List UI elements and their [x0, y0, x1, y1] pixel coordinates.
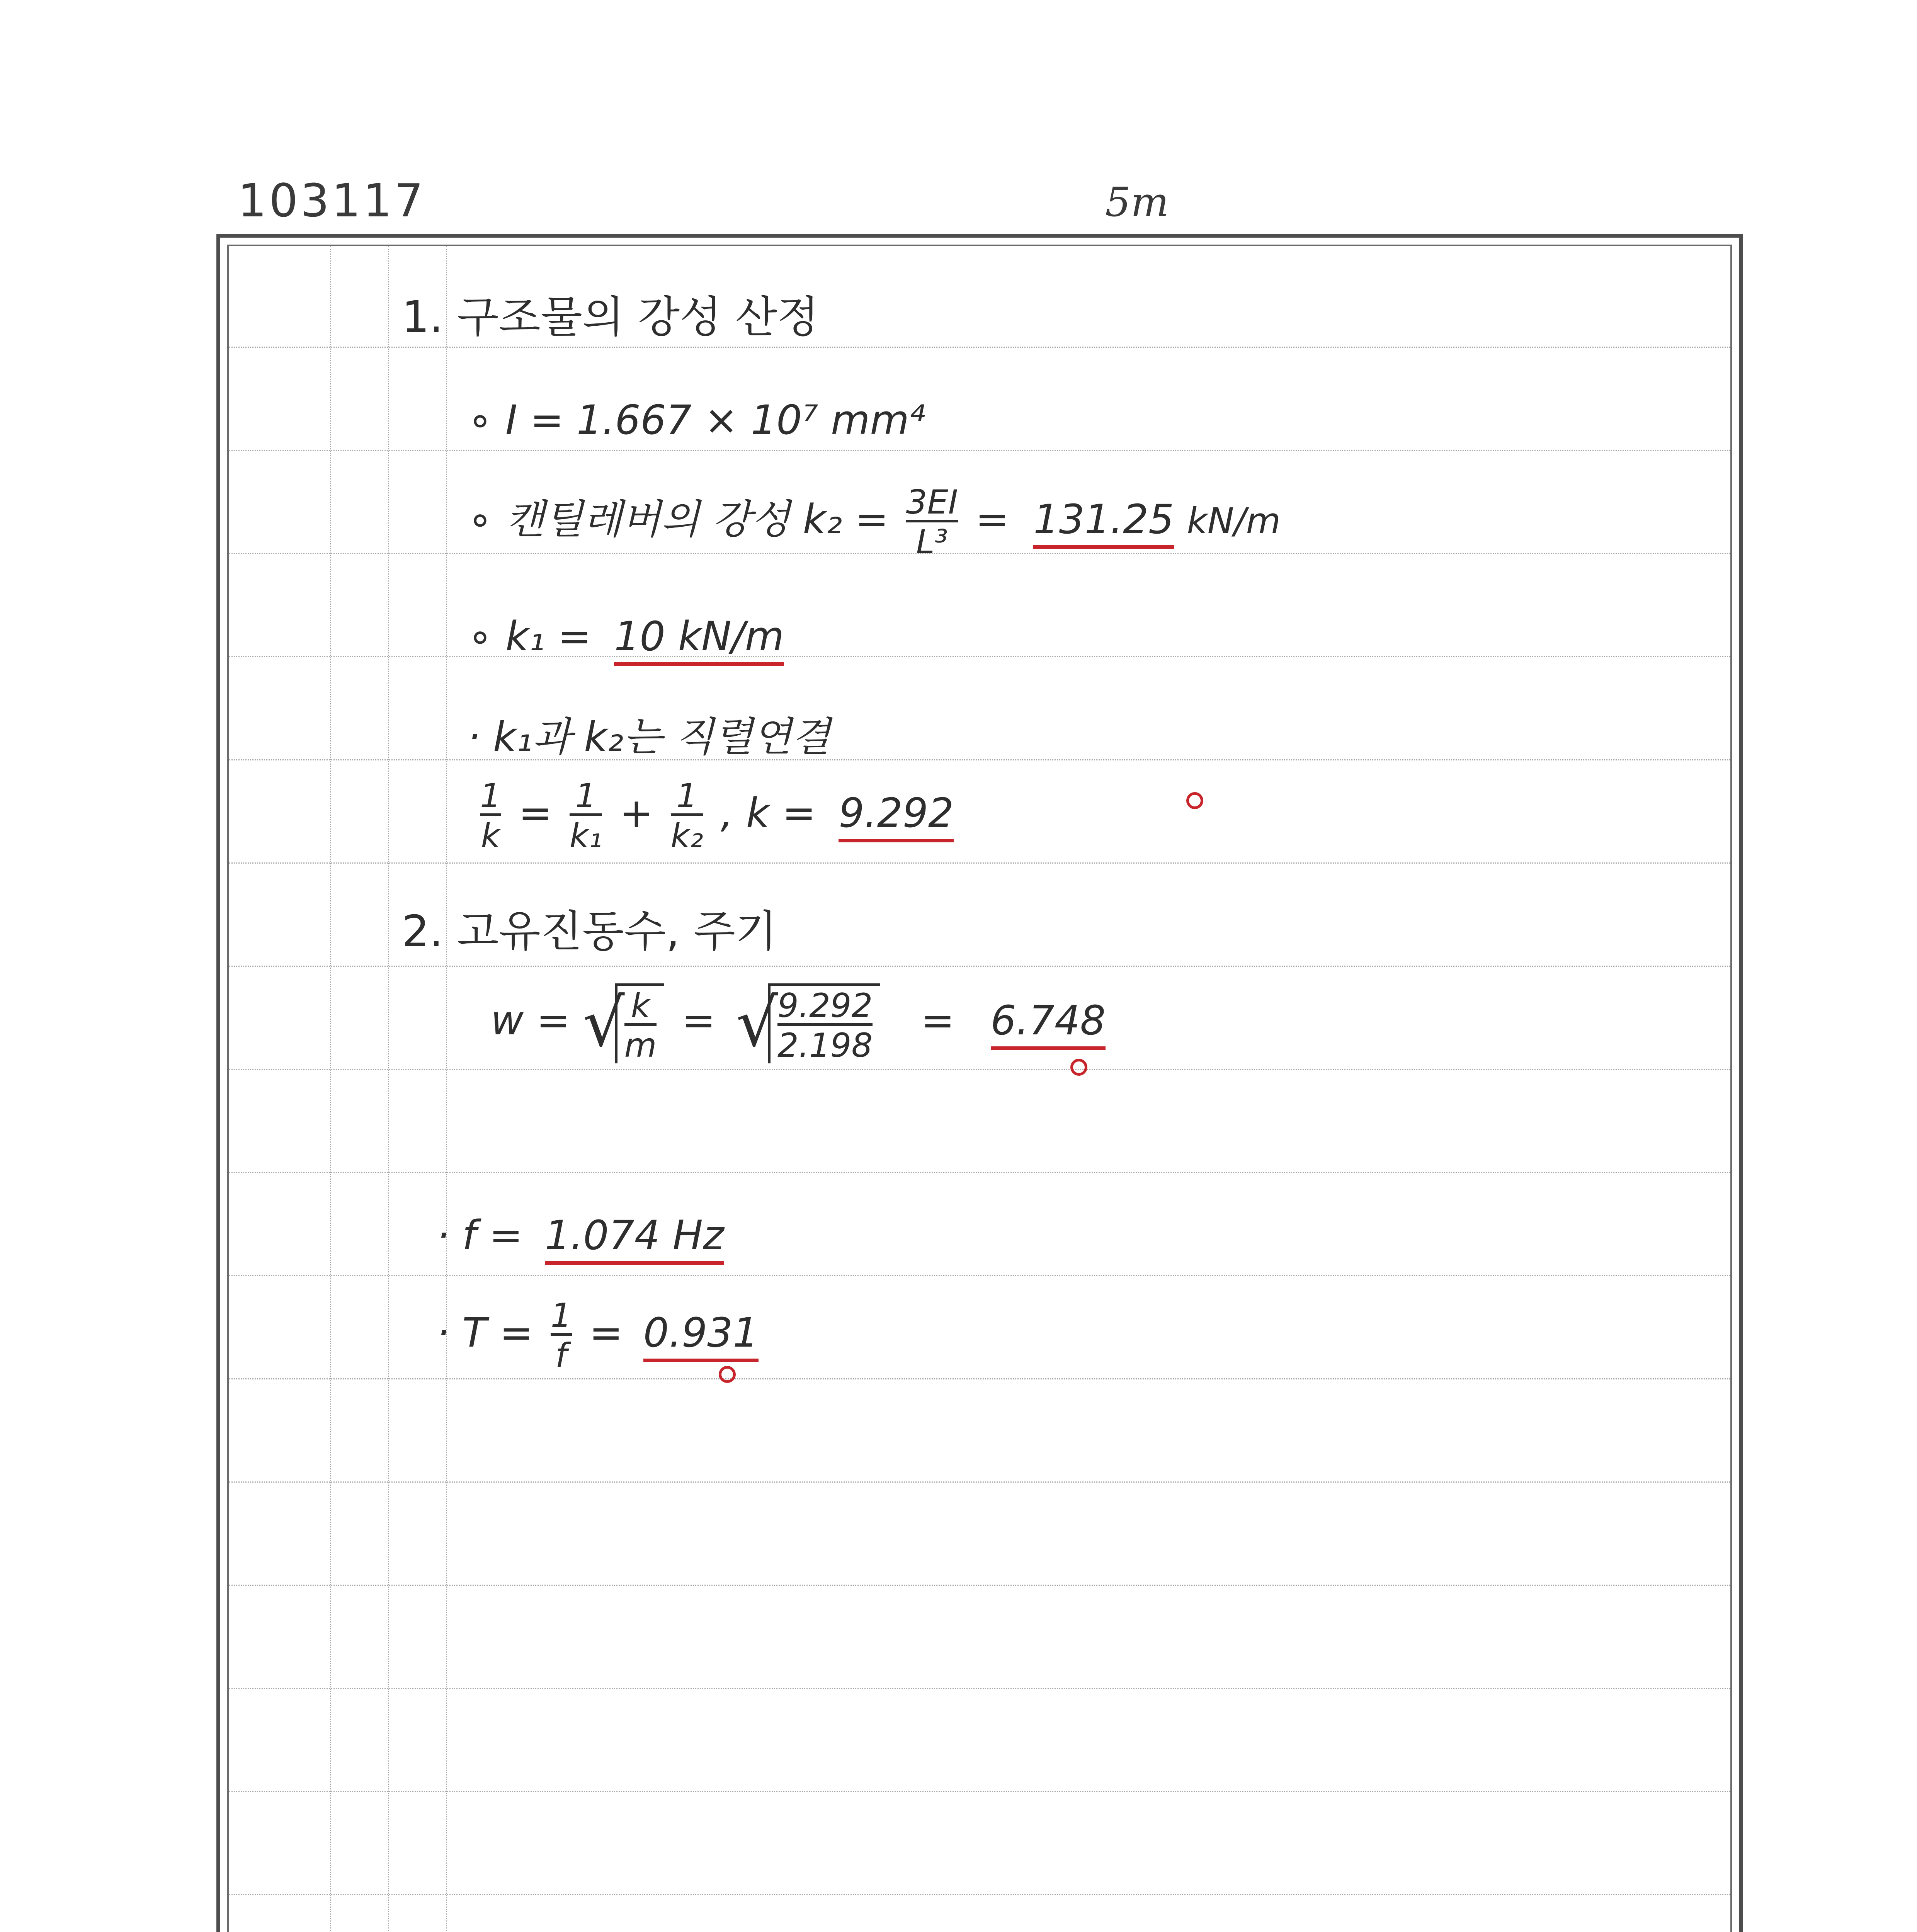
q2-omega-equals: = — [682, 997, 716, 1044]
q1-eq-r1-fraction — [570, 779, 602, 854]
sqrt-icon: √ — [736, 985, 778, 1062]
q2-omega-numerator-value: 9.292 — [777, 986, 873, 1025]
q1-k-value: 9.292 — [839, 789, 954, 842]
q1-k2-label: ∘ 캔틸레버의 강성 k₂ = — [468, 496, 889, 543]
ruled-line — [229, 1378, 1730, 1379]
q1-k2-unit: kN/m — [1187, 500, 1281, 542]
ruled-line — [229, 1069, 1730, 1070]
q2-omega-sqrt-fraction-values — [768, 983, 880, 1063]
red-mark-icon — [719, 1366, 736, 1383]
q1-k2-equals: = — [975, 496, 1009, 543]
q1-moment-of-inertia: ∘ I = 1.667 × 10⁷ mm⁴ — [468, 396, 925, 444]
page-id: 103117 — [238, 174, 426, 227]
q2-omega-denominator-value: 2.198 — [777, 1023, 873, 1063]
q1-k1-label: ∘ k₁ = — [468, 613, 592, 660]
q2-frequency-line — [437, 1212, 724, 1259]
ruled-line — [229, 656, 1730, 657]
sqrt-icon: √ — [583, 985, 625, 1062]
q1-k1-value: 10 kN/m — [614, 613, 784, 666]
q1-eq-r2-fraction — [671, 779, 703, 854]
q1-k2-fraction-denominator: L³ — [906, 520, 958, 560]
ruled-line — [229, 966, 1730, 967]
q2-omega-sqrt-fraction — [615, 983, 665, 1063]
margin-guide-line — [446, 246, 447, 1932]
red-mark-icon — [1070, 1059, 1087, 1076]
ruled-line — [229, 1585, 1730, 1586]
q1-eq-lhs-numerator: 1 — [480, 777, 501, 815]
q2-frequency-value: 1.074 Hz — [545, 1212, 724, 1265]
q1-k2-line — [468, 485, 1281, 560]
q1-eq-r2-numerator: 1 — [676, 777, 698, 815]
q1-eq-lhs-denominator: k — [480, 813, 501, 853]
q1-k2-fraction — [906, 485, 958, 560]
q1-k2-fraction-numerator: 3EI — [906, 483, 958, 522]
q2-omega-numerator: k — [631, 986, 650, 1025]
q1-heading: 1. 구조물의 강성 산정 — [402, 292, 819, 342]
ruled-line — [229, 347, 1730, 348]
margin-guide-line — [330, 246, 331, 1932]
q2-period-label: · T = — [437, 1309, 533, 1357]
ruled-line — [229, 1791, 1730, 1792]
q2-period-denominator: f — [551, 1333, 572, 1373]
ruled-line — [229, 450, 1730, 451]
q2-omega-value: 6.748 — [991, 997, 1106, 1050]
q1-series-connection: · k₁과 k₂는 직렬연결 — [468, 713, 830, 760]
answer-sheet — [216, 234, 1743, 1932]
q2-omega-label: w = — [491, 997, 570, 1044]
q2-period-fraction — [551, 1298, 572, 1373]
q2-heading: 2. 고유진동수, 주기 — [402, 906, 777, 957]
q2-period-equals: = — [589, 1309, 623, 1357]
q1-series-equation — [475, 779, 954, 854]
q1-eq-lhs-fraction — [480, 779, 501, 854]
q2-period-numerator: 1 — [550, 1296, 572, 1335]
q1-eq-k-label: , k = — [720, 789, 816, 837]
margin-guide-line — [388, 246, 389, 1932]
ruled-line — [229, 1275, 1730, 1276]
ruled-line — [229, 759, 1730, 760]
q1-eq-equals: = — [518, 789, 552, 837]
q2-frequency-label: · f = — [437, 1212, 523, 1259]
q2-period-value: 0.931 — [643, 1309, 759, 1362]
q1-k1-line — [468, 613, 784, 660]
ruled-line — [229, 1688, 1730, 1689]
q1-eq-r2-denominator: k₂ — [671, 813, 703, 853]
q1-eq-plus: + — [619, 789, 653, 837]
q1-k2-value: 131.25 — [1033, 496, 1174, 549]
q2-omega-equals-2: = — [921, 997, 955, 1044]
q2-omega-denominator: m — [624, 1023, 657, 1063]
ruled-line — [229, 1481, 1730, 1483]
page-score: 5m — [1105, 179, 1169, 226]
q2-period-line — [437, 1298, 759, 1373]
ruled-line — [229, 1172, 1730, 1173]
q1-eq-r1-numerator: 1 — [575, 777, 597, 815]
red-mark-icon — [1186, 792, 1203, 809]
q1-eq-r1-denominator: k₁ — [570, 813, 602, 853]
ruled-line — [229, 862, 1730, 864]
ruled-line — [229, 1894, 1730, 1895]
q2-omega-line — [491, 983, 1106, 1063]
